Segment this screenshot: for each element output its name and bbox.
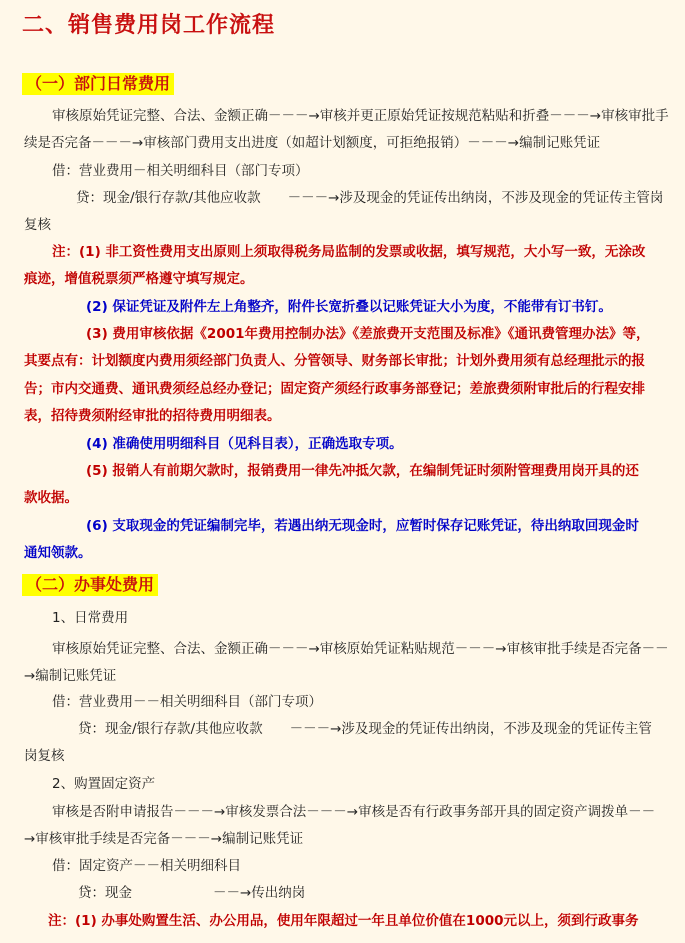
- note-4: (4) 准确使用明细科目（见科目表），正确选取专项。: [86, 436, 403, 452]
- note-office-1: 注：(1) 办事处购置生活、办公用品，使用年限超过一年且单位价值在1000元以上，须到行政事务: [48, 913, 639, 929]
- note-3-cont: 其要点有：计划额度内费用须经部门负责人、分管领导、财务部长审批；计划外费用须有总经理批示的报: [24, 353, 645, 369]
- credit-line: 贷：现金/银行存款/其他应收款 －－－→涉及现金的凭证传出纳岗，不涉及现金的凭证传主管岗: [76, 190, 664, 206]
- note-6-cont: 通知领款。: [24, 545, 92, 561]
- note-2: (2) 保证凭证及附件左上角整齐，附件长宽折叠以记账凭证大小为度，不能带有订书钉。: [86, 299, 612, 315]
- credit-line: 贷：现金 －－→传出纳岗: [78, 885, 306, 901]
- note-1: 注：(1) 非工资性费用支出原则上须取得税务局监制的发票或收据，填写规范，大小写一致，无涂改: [52, 244, 646, 260]
- credit-line: 贷：现金/银行存款/其他应收款 －－－→涉及现金的凭证传出纳岗，不涉及现金的凭证传主管: [78, 721, 652, 737]
- debit-line: 借：营业费用－－相关明细科目（部门专项）: [52, 694, 322, 710]
- note-3-cont: 告；市内交通费、通讯费须经总经办登记；固定资产须经行政事务部登记；差旅费须附审批后的行程安排: [24, 381, 645, 397]
- note-3-cont: 表，招待费须附经审批的招待费用明细表。: [24, 408, 281, 424]
- flow-line: 岗复核: [24, 748, 65, 764]
- flow-line: 审核是否附申请报告－－－→审核发票合法－－－→审核是否有行政事务部开具的固定资产调拨单－－: [52, 804, 656, 820]
- debit-line: 借：营业费用－相关明细科目（部门专项）: [52, 163, 309, 179]
- note-3: (3) 费用审核依据《2001年费用控制办法》《差旅费开支范围及标准》《通讯费管理办法》等，: [86, 326, 650, 342]
- flow-line: →审核审批手续是否完备－－－→编制记账凭证: [24, 831, 304, 847]
- flow-line: 审核原始凭证完整、合法、金额正确－－－→审核并更正原始凭证按规范粘贴和折叠－－－→审核审批手: [52, 108, 669, 124]
- subsection-title: 1、日常费用: [52, 610, 129, 626]
- flow-line: →编制记账凭证: [24, 668, 117, 684]
- flow-line: 复核: [24, 217, 51, 233]
- note-6: (6) 支取现金的凭证编制完毕，若遇出纳无现金时，应暂时保存记账凭证，待出纳取回现金时: [86, 518, 639, 534]
- section-heading-dept: （一）部门日常费用: [22, 73, 174, 95]
- note-5-cont: 款收据。: [24, 490, 78, 506]
- note-1-cont: 痕迹，增值税票须严格遵守填写规定。: [24, 271, 254, 287]
- flow-line: 续是否完备－－－→审核部门费用支出进度（如超计划额度，可拒绝报销）－－－→编制记账凭证: [24, 135, 601, 151]
- page-title: 二、销售费用岗工作流程: [22, 13, 276, 38]
- flow-line: 审核原始凭证完整、合法、金额正确－－－→审核原始凭证粘贴规范－－－→审核审批手续是否完备－－: [52, 641, 669, 657]
- note-5: (5) 报销人有前期欠款时，报销费用一律先冲抵欠款，在编制凭证时须附管理费用岗开具的还: [86, 463, 639, 479]
- section-heading-office: （二）办事处费用: [22, 574, 158, 596]
- debit-line: 借：固定资产－－相关明细科目: [52, 858, 241, 874]
- subsection-title: 2、购置固定资产: [52, 776, 156, 792]
